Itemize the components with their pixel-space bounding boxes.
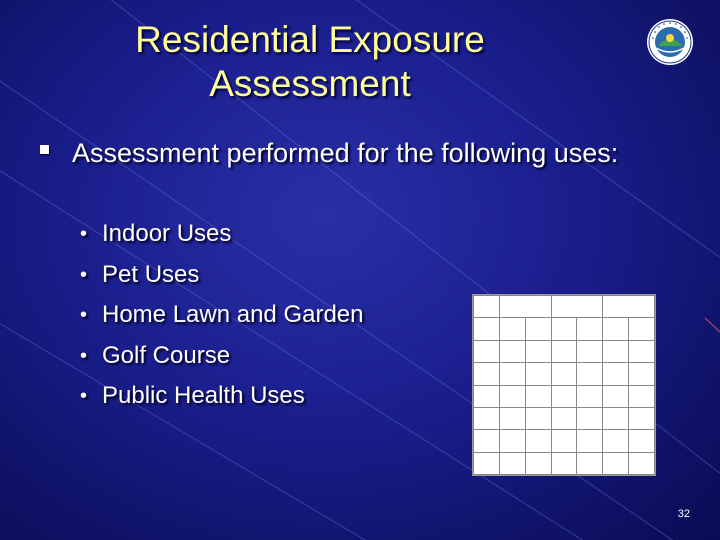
data-table-image [472,294,656,476]
sub-bullet-item: • Public Health Uses [80,376,364,417]
page-number: 32 [677,508,690,520]
main-bullet [42,136,642,170]
sub-bullet-item: • Home Lawn and Garden [80,295,364,336]
epa-seal-icon [646,18,694,66]
sub-bullet-item: • Indoor Uses [80,214,364,255]
square-bullet-icon [40,145,49,154]
illegible-table [473,295,655,475]
sub-bullet-item: • Golf Course [80,336,364,377]
sub-bullet-list [80,214,364,417]
sub-bullet-item: • Pet Uses [80,255,364,296]
slide-title: Residential Exposure Assessment [135,19,485,104]
main-bullet-text: Assessment performed for the following uses: [72,138,619,168]
